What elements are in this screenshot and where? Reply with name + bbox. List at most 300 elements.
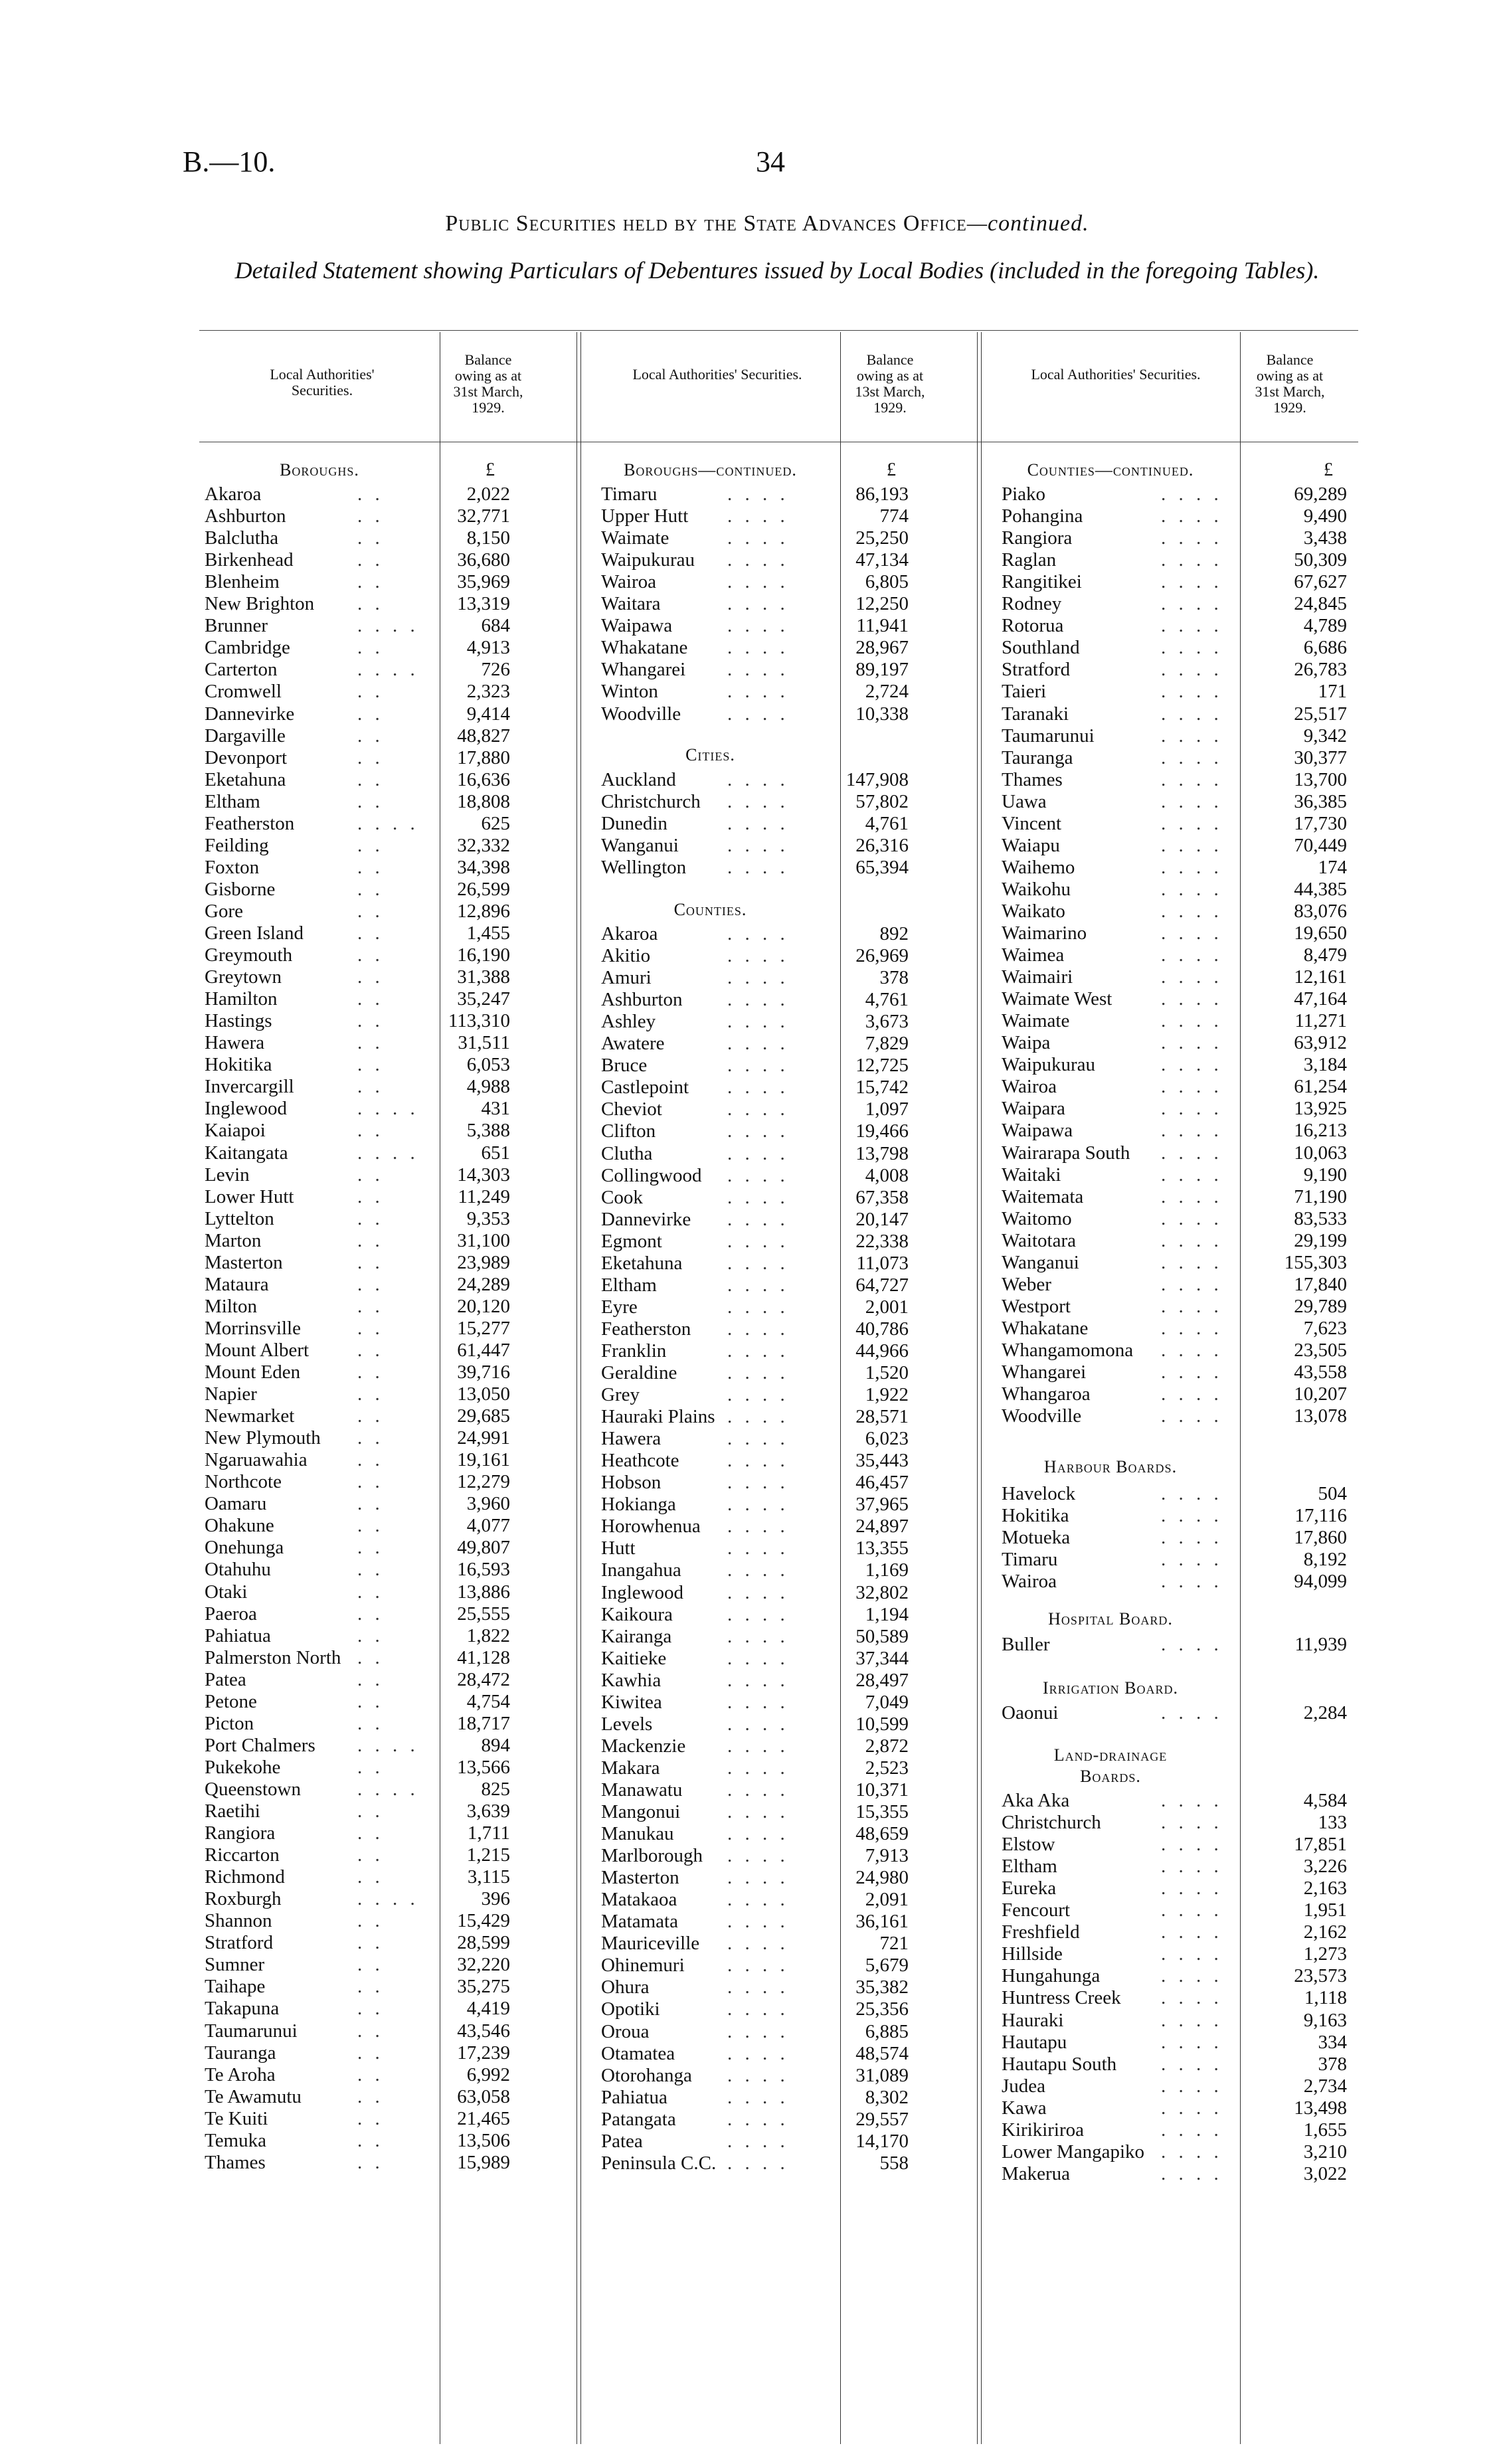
balance-amount: 6,053 bbox=[466, 1054, 510, 1076]
leader-dots: . . . . bbox=[1161, 593, 1223, 615]
balance-amount: 19,161 bbox=[457, 1449, 510, 1471]
document-reference: B.—10. bbox=[183, 145, 276, 178]
table-row bbox=[205, 988, 510, 1010]
table-row bbox=[1002, 505, 1347, 527]
leader-dots: . . bbox=[357, 1427, 384, 1449]
authority-name: Rangiora bbox=[1002, 527, 1073, 549]
table-row bbox=[1002, 813, 1347, 835]
balance-amount: 25,555 bbox=[457, 1603, 510, 1625]
leader-dots: . . bbox=[357, 1690, 384, 1712]
leader-dots: . . bbox=[357, 1207, 384, 1229]
table-row bbox=[1002, 857, 1347, 879]
authority-name: Timaru bbox=[1002, 1549, 1058, 1571]
leader-dots: . . . . bbox=[1161, 1571, 1223, 1593]
table-row bbox=[601, 1362, 909, 1384]
leader-dots: . . . . bbox=[727, 1296, 789, 1318]
table-row bbox=[205, 901, 510, 923]
leader-dots: . . . . bbox=[727, 1077, 789, 1099]
authority-name: Waimairi bbox=[1002, 966, 1073, 988]
table-row bbox=[1002, 879, 1347, 901]
authority-name: Makara bbox=[601, 1757, 660, 1779]
authority-name: Waipawa bbox=[601, 615, 673, 637]
balance-amount: 9,163 bbox=[1303, 2009, 1347, 2031]
authority-name: Hillside bbox=[1002, 1943, 1063, 1965]
leader-dots: . . bbox=[357, 790, 384, 812]
leader-dots: . . . . bbox=[1161, 1317, 1223, 1339]
leader-dots: . . . . bbox=[727, 1823, 789, 1845]
authority-name: Matakaoa bbox=[601, 1889, 677, 1911]
authority-name: Akitio bbox=[601, 945, 651, 967]
table-row bbox=[205, 1076, 510, 1098]
balance-amount: 4,008 bbox=[865, 1164, 909, 1186]
leader-dots: . . . . bbox=[1161, 812, 1223, 834]
table-row bbox=[205, 1932, 510, 1954]
authority-name: Rodney bbox=[1002, 593, 1062, 615]
authority-name: Petone bbox=[205, 1690, 257, 1712]
leader-dots: . . bbox=[357, 944, 384, 966]
leader-dots: . . . . bbox=[1161, 2141, 1223, 2162]
table-row bbox=[205, 1032, 510, 1054]
authority-name: Hauraki bbox=[1002, 2009, 1064, 2031]
table-row bbox=[205, 1954, 510, 1976]
balance-amount: 61,254 bbox=[1294, 1076, 1347, 1098]
authority-name: Mangonui bbox=[601, 1801, 681, 1822]
leader-dots: . . . . bbox=[1161, 1899, 1223, 1921]
authority-name: Te Awamutu bbox=[205, 2085, 302, 2107]
authority-name: Kiwitea bbox=[601, 1691, 662, 1713]
balance-amount: 1,711 bbox=[467, 1822, 510, 1844]
table-row bbox=[205, 1383, 510, 1405]
table-row bbox=[205, 1757, 510, 1779]
authority-name: Te Kuiti bbox=[205, 2107, 268, 2129]
leader-dots: . . . . bbox=[1161, 1856, 1223, 1878]
balance-amount: 11,941 bbox=[856, 615, 909, 637]
leader-dots: . . . . bbox=[1161, 1878, 1223, 1899]
balance-amount: 35,275 bbox=[457, 1976, 510, 1998]
balance-amount: 1,273 bbox=[1303, 1943, 1347, 1965]
balance-amount: 8,302 bbox=[865, 2086, 909, 2108]
table-row bbox=[601, 637, 909, 659]
balance-amount: 29,557 bbox=[855, 2108, 909, 2130]
leader-dots: . . . . bbox=[1161, 1549, 1223, 1571]
leader-dots: . . bbox=[357, 768, 384, 790]
authority-name: Pukekohe bbox=[205, 1756, 281, 1778]
leader-dots: . . . . bbox=[1161, 549, 1223, 571]
authority-name: Manukau bbox=[601, 1823, 674, 1845]
balance-amount: 23,505 bbox=[1294, 1339, 1347, 1361]
authority-name: Judea bbox=[1002, 2075, 1046, 2097]
authority-name: Waimarino bbox=[1002, 923, 1087, 944]
leader-dots: . . bbox=[357, 1537, 384, 1559]
authority-name: Brunner bbox=[205, 615, 268, 637]
authority-name: Paeroa bbox=[205, 1603, 257, 1625]
balance-amount: 2,162 bbox=[1303, 1921, 1347, 1943]
authority-name: Invercargill bbox=[205, 1076, 294, 1098]
authority-name: Hokitika bbox=[205, 1054, 272, 1076]
leader-dots: . . bbox=[357, 484, 384, 505]
balance-amount: 9,490 bbox=[1303, 505, 1347, 527]
leader-dots: . . bbox=[357, 1954, 384, 1976]
authority-name: Waiapu bbox=[1002, 834, 1060, 856]
authority-name: Onehunga bbox=[205, 1537, 284, 1559]
authority-name: Hamilton bbox=[205, 988, 278, 1010]
table-row bbox=[601, 1428, 909, 1450]
balance-amount: 63,058 bbox=[457, 2085, 510, 2107]
authority-name: Winton bbox=[601, 681, 658, 703]
authority-name: Waitaki bbox=[1002, 1164, 1061, 1186]
balance-amount: 133 bbox=[1318, 1812, 1347, 1834]
authority-name: Waikohu bbox=[1002, 878, 1071, 900]
table-row bbox=[205, 1362, 510, 1383]
table-row bbox=[601, 1011, 909, 1033]
authority-name: Blenheim bbox=[205, 571, 280, 593]
table-row bbox=[1002, 1252, 1347, 1274]
table-row bbox=[1002, 1921, 1347, 1943]
balance-amount: 13,050 bbox=[457, 1383, 510, 1405]
page-title-text: Public Securities held by the State Advances Office bbox=[445, 211, 967, 236]
leader-dots: . . . . bbox=[1161, 1987, 1223, 2009]
authority-name: Newmarket bbox=[205, 1405, 295, 1427]
table-row bbox=[205, 703, 510, 725]
leader-dots: . . . . bbox=[727, 2042, 789, 2064]
authority-name: Vincent bbox=[1002, 812, 1062, 834]
authority-name: Wellington bbox=[601, 857, 687, 879]
balance-amount: 894 bbox=[481, 1734, 510, 1756]
table-row bbox=[1002, 1790, 1347, 1812]
authority-name: Greytown bbox=[205, 966, 282, 988]
balance-amount: 13,319 bbox=[457, 593, 510, 615]
leader-dots: . . . . bbox=[1161, 659, 1223, 681]
leader-dots: . . . . bbox=[727, 1472, 789, 1494]
authority-name: Kaiapoi bbox=[205, 1120, 266, 1142]
table-row bbox=[205, 593, 510, 615]
authority-name: Makerua bbox=[1002, 2162, 1071, 2184]
balance-amount: 3,673 bbox=[865, 1011, 909, 1033]
table-row bbox=[601, 615, 909, 637]
leader-dots: . . . . bbox=[727, 659, 789, 681]
table-row bbox=[601, 659, 909, 681]
table-row bbox=[205, 879, 510, 901]
balance-amount: 29,199 bbox=[1294, 1229, 1347, 1251]
balance-amount: 10,063 bbox=[1294, 1142, 1347, 1164]
leader-dots: . . bbox=[357, 1668, 384, 1690]
authority-name: Roxburgh bbox=[205, 1888, 282, 1910]
leader-dots: . . . . bbox=[727, 769, 789, 790]
authority-name: Kaitangata bbox=[205, 1142, 288, 1164]
table-row bbox=[205, 681, 510, 703]
table-row bbox=[1002, 1318, 1347, 1340]
table-row bbox=[205, 2130, 510, 2152]
balance-amount: 3,184 bbox=[1303, 1054, 1347, 1076]
table-row bbox=[1002, 615, 1347, 637]
balance-amount: 13,498 bbox=[1294, 2097, 1347, 2119]
page-subtitle: Detailed Statement showing Particulars of Debentures issued by Local Bodies (included in the foregoing Tables). bbox=[234, 257, 1320, 284]
authority-name: Cromwell bbox=[205, 681, 282, 703]
authority-name: Motueka bbox=[1002, 1527, 1071, 1549]
authority-name: Queenstown bbox=[205, 1778, 301, 1800]
balance-amount: 24,991 bbox=[457, 1427, 510, 1449]
table-row bbox=[205, 1866, 510, 1888]
balance-amount: 3,210 bbox=[1303, 2141, 1347, 2162]
balance-amount: 11,073 bbox=[856, 1252, 909, 1274]
leader-dots: . . . . bbox=[357, 1142, 419, 1164]
balance-amount: 892 bbox=[879, 923, 909, 944]
balance-amount: 1,922 bbox=[865, 1384, 909, 1406]
table-row bbox=[205, 549, 510, 571]
leader-dots: . . . . bbox=[1161, 988, 1223, 1010]
table-row bbox=[601, 923, 909, 945]
balance-amount: 15,277 bbox=[457, 1317, 510, 1339]
column-header-securities-2: Local Authorities' Securities. bbox=[632, 366, 802, 383]
authority-name: Dannevirke bbox=[601, 1208, 691, 1230]
table-row bbox=[1002, 747, 1347, 769]
authority-name: Patea bbox=[601, 2130, 643, 2152]
leader-dots: . . . . bbox=[1161, 1634, 1223, 1655]
leader-dots: . . bbox=[357, 1186, 384, 1207]
table-row bbox=[1002, 923, 1347, 944]
table-row bbox=[601, 1472, 909, 1494]
authority-name: Wanganui bbox=[601, 835, 679, 857]
balance-amount: 67,627 bbox=[1294, 571, 1347, 593]
leader-dots: . . . . bbox=[357, 1098, 419, 1120]
balance-amount: 15,742 bbox=[855, 1077, 909, 1099]
leader-dots: . . . . bbox=[1161, 790, 1223, 812]
leader-dots: . . . . bbox=[727, 1362, 789, 1383]
leader-dots: . . . . bbox=[1161, 1273, 1223, 1295]
leader-dots: . . . . bbox=[1161, 1505, 1223, 1527]
table-row bbox=[601, 1033, 909, 1055]
balance-amount: 63,912 bbox=[1294, 1032, 1347, 1054]
authority-name: Waimate bbox=[1002, 1010, 1070, 1032]
leader-dots: . . . . bbox=[1161, 1921, 1223, 1943]
balance-amount: 9,190 bbox=[1303, 1164, 1347, 1186]
balance-amount: 57,802 bbox=[855, 791, 909, 813]
balance-amount: 12,725 bbox=[855, 1055, 909, 1077]
divider-1b bbox=[576, 332, 577, 2444]
balance-amount: 8,479 bbox=[1303, 944, 1347, 966]
leader-dots: . . . . bbox=[1161, 1010, 1223, 1032]
authority-name: Hokianga bbox=[601, 1494, 676, 1516]
authority-name: Greymouth bbox=[205, 944, 293, 966]
balance-amount: 16,636 bbox=[457, 768, 510, 790]
balance-amount: 1,215 bbox=[466, 1844, 510, 1866]
table-row bbox=[205, 659, 510, 681]
leader-dots: . . . . bbox=[1161, 615, 1223, 637]
balance-amount: 83,533 bbox=[1294, 1207, 1347, 1229]
leader-dots: . . . . bbox=[1161, 1054, 1223, 1076]
table-row bbox=[601, 1933, 909, 1955]
authority-name: Fencourt bbox=[1002, 1899, 1071, 1921]
section-title-boroughs-continued bbox=[580, 460, 840, 480]
balance-amount: 7,623 bbox=[1303, 1317, 1347, 1339]
leader-dots: . . . . bbox=[727, 1120, 789, 1142]
balance-amount: 4,584 bbox=[1303, 1790, 1347, 1811]
leader-dots: . . bbox=[357, 1295, 384, 1317]
authority-name: Amuri bbox=[601, 967, 652, 989]
authority-name: Taumarunui bbox=[1002, 725, 1095, 747]
leader-dots: . . . . bbox=[1161, 571, 1223, 593]
authority-name: Morrinsville bbox=[205, 1317, 301, 1339]
authority-name: Eureka bbox=[1002, 1878, 1057, 1899]
leader-dots: . . bbox=[357, 2151, 384, 2173]
section-title-land-drainage-line2: Boards. bbox=[1080, 1767, 1141, 1786]
table-row bbox=[601, 813, 909, 835]
authority-name: Eltham bbox=[205, 790, 260, 812]
table-row bbox=[205, 966, 510, 988]
balance-amount: 32,220 bbox=[457, 1954, 510, 1976]
table-row bbox=[601, 835, 909, 857]
leader-dots: . . bbox=[357, 1164, 384, 1186]
leader-dots: . . . . bbox=[727, 1099, 789, 1120]
authority-name: Whangarei bbox=[601, 659, 686, 681]
leader-dots: . . bbox=[357, 834, 384, 856]
authority-name: Waitara bbox=[601, 593, 661, 615]
balance-amount: 70,449 bbox=[1294, 834, 1347, 856]
table-row bbox=[601, 1692, 909, 1714]
table-row bbox=[205, 1910, 510, 1932]
leader-dots: . . bbox=[357, 1646, 384, 1668]
balance-amount: 1,194 bbox=[865, 1603, 909, 1625]
balance-amount: 69,289 bbox=[1294, 484, 1347, 505]
authority-name: Milton bbox=[205, 1295, 257, 1317]
authority-name: Waipara bbox=[1002, 1098, 1065, 1120]
balance-amount: 14,303 bbox=[457, 1164, 510, 1186]
authority-name: Christchurch bbox=[601, 791, 701, 813]
section-title-irrigation-board: Irrigation Board. bbox=[1043, 1678, 1178, 1698]
leader-dots: . . . . bbox=[1161, 1076, 1223, 1098]
leader-dots: . . . . bbox=[727, 1911, 789, 1933]
table-row bbox=[205, 2086, 510, 2108]
table-row bbox=[1002, 1010, 1347, 1032]
table-row bbox=[1002, 1164, 1347, 1186]
leader-dots: . . . . bbox=[727, 835, 789, 857]
leader-dots: . . . . bbox=[727, 857, 789, 879]
balance-amount: 9,353 bbox=[466, 1207, 510, 1229]
table-row bbox=[1002, 1142, 1347, 1164]
authority-name: Hautapu bbox=[1002, 2031, 1067, 2053]
leader-dots: . . . . bbox=[1161, 1383, 1223, 1405]
leader-dots: . . bbox=[357, 2107, 384, 2129]
authority-name: New Brighton bbox=[205, 593, 315, 615]
authority-name: Cook bbox=[601, 1186, 643, 1208]
table-row bbox=[205, 2042, 510, 2064]
authority-name: Richmond bbox=[205, 1866, 285, 1888]
balance-amount: 11,271 bbox=[1294, 1010, 1347, 1032]
table-row bbox=[601, 857, 909, 879]
authority-name: Stratford bbox=[205, 1932, 274, 1954]
leader-dots: . . bbox=[357, 1229, 384, 1251]
leader-dots: . . . . bbox=[1161, 1032, 1223, 1054]
balance-amount: 7,829 bbox=[865, 1033, 909, 1055]
table-row bbox=[601, 1779, 909, 1801]
leader-dots: . . bbox=[357, 923, 384, 944]
table-row bbox=[1002, 1549, 1347, 1571]
authority-name: Raglan bbox=[1002, 549, 1057, 571]
leader-dots: . . bbox=[357, 1625, 384, 1646]
leader-dots: . . bbox=[357, 1844, 384, 1866]
divider-2b bbox=[977, 332, 978, 2444]
balance-amount: 61,447 bbox=[457, 1339, 510, 1361]
leader-dots: . . . . bbox=[1161, 1483, 1223, 1504]
balance-amount: 32,771 bbox=[457, 505, 510, 527]
leader-dots: . . bbox=[357, 1515, 384, 1537]
leader-dots: . . bbox=[357, 1822, 384, 1844]
table-row bbox=[1002, 659, 1347, 681]
table-row bbox=[1002, 1899, 1347, 1921]
leader-dots: . . bbox=[357, 2064, 384, 2085]
leader-dots: . . . . bbox=[727, 1252, 789, 1274]
authority-name: Waihemo bbox=[1002, 856, 1075, 878]
leader-dots: . . . . bbox=[727, 1230, 789, 1252]
balance-amount: 17,851 bbox=[1294, 1834, 1347, 1856]
divider-2c bbox=[981, 332, 982, 2444]
balance-amount: 17,880 bbox=[457, 747, 510, 768]
table-row bbox=[205, 1405, 510, 1427]
balance-amount: 13,078 bbox=[1294, 1405, 1347, 1427]
table-row bbox=[1002, 725, 1347, 747]
authority-name: Bruce bbox=[601, 1055, 648, 1077]
balance-amount: 378 bbox=[879, 967, 909, 989]
leader-dots: . . . . bbox=[727, 1955, 789, 1977]
balance-amount: 2,872 bbox=[865, 1735, 909, 1757]
leader-dots: . . . . bbox=[1161, 1142, 1223, 1164]
authority-name: Pohangina bbox=[1002, 505, 1083, 527]
table-row bbox=[1002, 1834, 1347, 1856]
leader-dots: . . bbox=[357, 1801, 384, 1822]
table-row bbox=[1002, 901, 1347, 923]
page-title bbox=[166, 211, 1368, 236]
authority-name: Kaitieke bbox=[601, 1647, 667, 1669]
leader-dots: . . . . bbox=[1161, 1207, 1223, 1229]
authority-name: Oamaru bbox=[205, 1493, 267, 1515]
balance-amount: 65,394 bbox=[855, 857, 909, 879]
leader-dots: . . . . bbox=[1161, 1186, 1223, 1207]
table-row bbox=[205, 1976, 510, 1998]
leader-dots: . . . . bbox=[1161, 768, 1223, 790]
table-row bbox=[205, 527, 510, 549]
balance-amount: 1,097 bbox=[865, 1099, 909, 1120]
leader-dots: . . bbox=[357, 549, 384, 571]
balance-amount: 4,419 bbox=[466, 1998, 510, 2020]
leader-dots: . . . . bbox=[727, 989, 789, 1011]
balance-amount: 37,344 bbox=[855, 1647, 909, 1669]
authority-name: Buller bbox=[1002, 1634, 1050, 1655]
leader-dots: . . bbox=[357, 1120, 384, 1142]
balance-amount: 36,680 bbox=[457, 549, 510, 571]
balance-amount: 35,247 bbox=[457, 988, 510, 1010]
table-row bbox=[1002, 1571, 1347, 1593]
table-row bbox=[205, 1296, 510, 1318]
authority-name: Waipukurau bbox=[1002, 1054, 1096, 1076]
balance-amount: 17,116 bbox=[1294, 1505, 1347, 1527]
balance-amount: 1,822 bbox=[466, 1625, 510, 1646]
table-row bbox=[601, 2087, 909, 2109]
leader-dots: . . . . bbox=[357, 659, 419, 681]
leader-dots: . . . . bbox=[727, 1142, 789, 1164]
table-row bbox=[601, 1143, 909, 1165]
leader-dots: . . . . bbox=[727, 923, 789, 944]
leader-dots: . . bbox=[357, 900, 384, 922]
table-row bbox=[205, 1822, 510, 1844]
leader-dots: . . . . bbox=[727, 1428, 789, 1450]
balance-amount: 25,356 bbox=[855, 1998, 909, 2020]
balance-amount: 504 bbox=[1318, 1483, 1347, 1504]
leader-dots: . . . . bbox=[357, 615, 419, 637]
leader-dots: . . bbox=[357, 1603, 384, 1625]
authority-name: Tauranga bbox=[205, 2042, 276, 2064]
authority-name: Waitemata bbox=[1002, 1186, 1084, 1207]
authority-name: Whakatane bbox=[1002, 1317, 1089, 1339]
